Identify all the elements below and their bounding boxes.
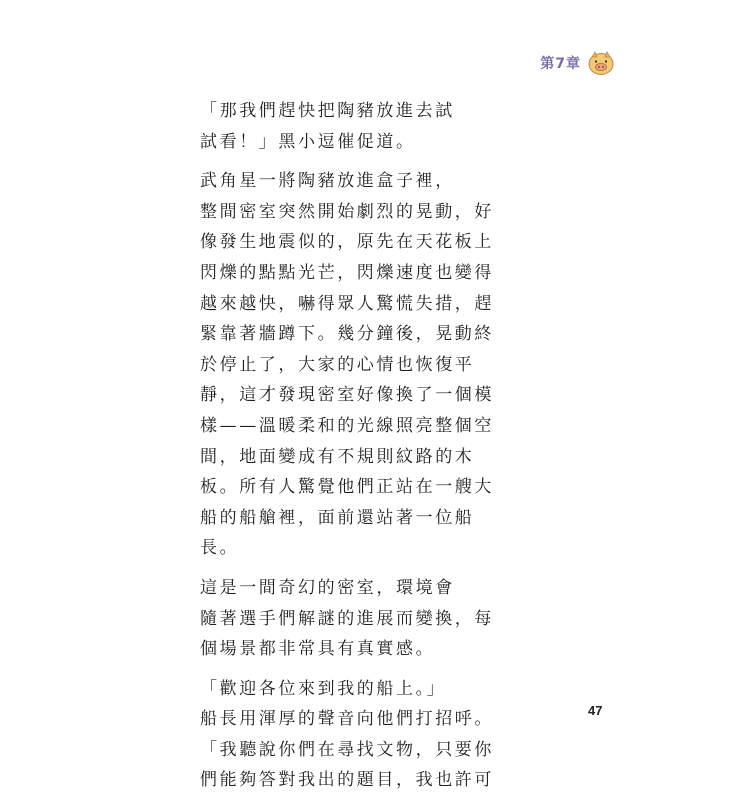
text-line: 「那我們趕快把陶豬放進去試 <box>200 101 455 121</box>
text-line: 們能夠答對我出的題目，我也許可 <box>200 770 494 791</box>
text-line: 「我聽說你們在尋找文物，只要你 <box>200 739 494 760</box>
page-number: 47 <box>588 703 603 718</box>
text-line: 整間密室突然開始劇烈的晃動，好 <box>200 201 494 222</box>
text-line: 試看！」黑小逗催促道。 <box>200 131 416 152</box>
text-line: 個場景都非常具有真實感。 <box>200 639 436 660</box>
chapter-header <box>540 50 615 76</box>
text-line: 越來越快，嚇得眾人驚慌失措，趕 <box>200 293 494 314</box>
text-line: 船長用渾厚的聲音向他們打招呼。 <box>200 709 494 730</box>
text-line: 間，地面變成有不規則紋路的木 <box>200 446 475 467</box>
text-line: 武角星一將陶豬放進盒子裡， <box>200 171 455 192</box>
chapter-label: 第7章 <box>540 56 581 72</box>
pig-mascot-icon <box>587 50 615 76</box>
text-line: 像發生地震似的，原先在天花板上 <box>200 232 494 253</box>
text-line: 隨著選手們解謎的進展而變換，每 <box>200 608 494 629</box>
text-line: 靜，這才發現密室好像換了一個模 <box>200 385 494 406</box>
text-line: 緊靠著牆蹲下。幾分鐘後，晃動終 <box>200 324 494 345</box>
text-line: 長。 <box>200 538 240 559</box>
text-line: 「歡迎各位來到我的船上。」 <box>200 678 447 699</box>
text-line: 這是一間奇幻的密室，環境會 <box>200 577 455 598</box>
text-line: 閃爍的點點光芒，閃爍速度也變得 <box>200 262 494 283</box>
text-line: 於停止了，大家的心情也恢復平 <box>200 354 475 375</box>
story-text <box>200 96 572 796</box>
text-line: 板。所有人驚覺他們正站在一艘大 <box>200 477 494 498</box>
text-line: 樣——溫暖柔和的光線照亮整個空 <box>200 415 494 436</box>
text-line: 船的船艙裡，面前還站著一位船 <box>200 507 475 528</box>
